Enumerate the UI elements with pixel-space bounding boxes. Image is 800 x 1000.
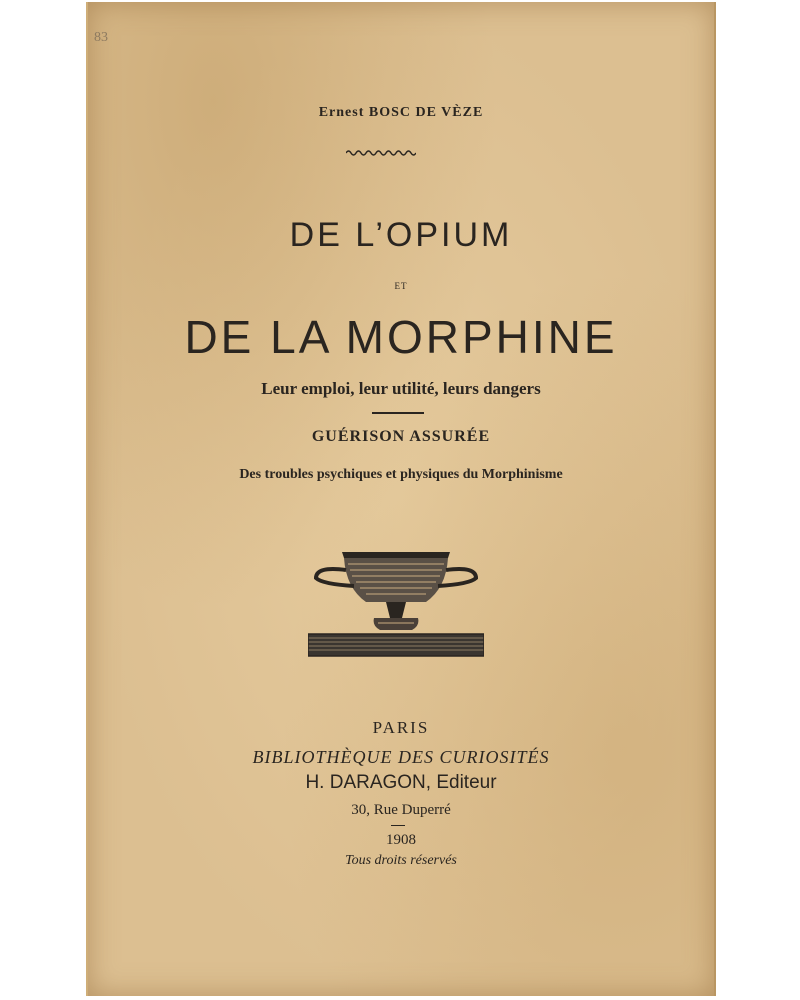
- publication-year: 1908: [386, 832, 416, 848]
- subtitle: Leur emploi, leur utilité, leurs dangers: [261, 379, 541, 398]
- divider-rule: [372, 412, 424, 414]
- tagline-detail: Des troubles psychiques et physiques du Morphinisme: [239, 467, 563, 482]
- series-name: BIBLIOTHÈQUE DES CURIOSITÉS: [252, 747, 550, 767]
- rights-notice: Tous droits réservés: [345, 853, 457, 868]
- ornament-squiggle-icon: [346, 148, 416, 158]
- shelf-mark: 83: [94, 30, 108, 45]
- author-name: Ernest BOSC DE VÈZE: [318, 105, 484, 120]
- book-cover-page: [86, 2, 716, 996]
- title-line-2: DE LA MORPHINE: [184, 311, 618, 363]
- antique-kylix-vase-icon: [308, 548, 484, 660]
- publication-city: PARIS: [372, 718, 430, 737]
- title-line-1: DE L’OPIUM: [289, 216, 513, 254]
- title-conjunction: ET: [394, 281, 408, 291]
- publisher-name: H. DARAGON, Editeur: [305, 772, 497, 793]
- publisher-address: 30, Rue Duperré: [351, 802, 451, 818]
- tagline: GUÉRISON ASSURÉE: [311, 428, 491, 445]
- short-divider: [391, 825, 405, 826]
